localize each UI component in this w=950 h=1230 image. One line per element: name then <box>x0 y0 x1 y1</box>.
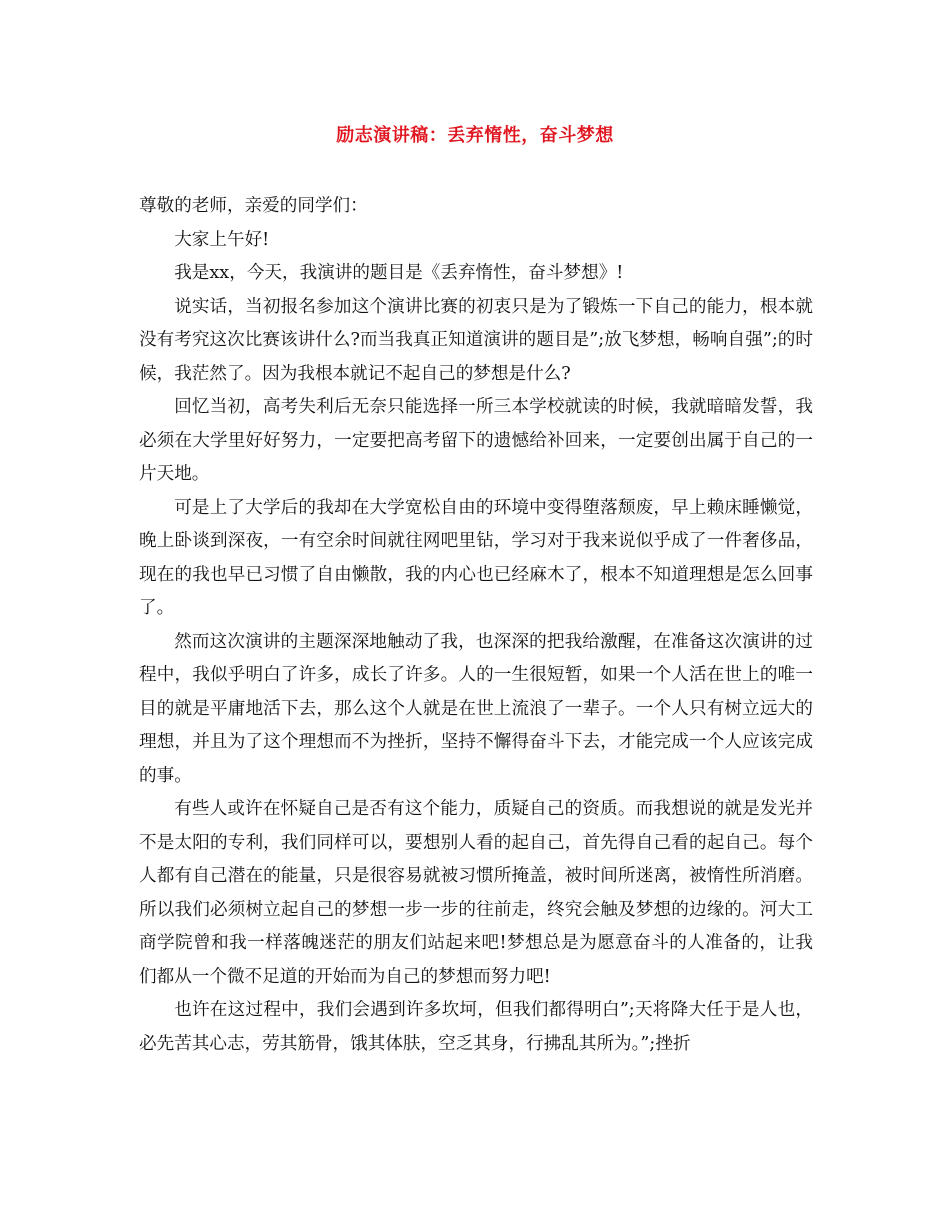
paragraph-awakening: 然而这次演讲的主题深深地触动了我，也深深的把我给激醒，在准备这次演讲的过程中，我似乎明白了许多，成长了许多。人的一生很短暂，如果一个人活在世上的唯一目的就是平庸地活下去，那么这个人就是在世上流浪了一辈子。一个人只有树立远大的理想，并且为了这个理想而不为挫折，坚持不懈得奋斗下去，才能完成一个人应该完成的事。 <box>139 631 813 786</box>
document-body <box>139 190 813 1061</box>
paragraph-college-life: 可是上了大学后的我却在大学宽松自由的环境中变得堕落颓废，早上赖床睡懒觉，晚上卧谈到深夜，一有空余时间就往网吧里钻，学习对于我来说似乎成了一件奢侈品，现在的我也早已习惯了自由懒散，我的内心也已经麻木了，根本不知道理想是怎么回事了。 <box>139 497 813 618</box>
paragraph-motivation: 说实话，当初报名参加这个演讲比赛的初衷只是为了锻炼一下自己的能力，根本就没有考究这次比赛该讲什么?而当我真正知道演讲的题目是”;放飞梦想，畅响自强”;的时候，我茫然了。因为我根本就记不起自己的梦想是什么? <box>139 296 813 384</box>
paragraph-recollection: 回忆当初，高考失利后无奈只能选择一所三本学校就读的时候，我就暗暗发誓，我必须在大学里好好努力，一定要把高考留下的遗憾给补回来，一定要创出属于自己的一片天地。 <box>139 397 813 484</box>
salutation: 尊敬的老师，亲爱的同学们： <box>139 196 368 216</box>
paragraph-hardship: 也许在这过程中，我们会遇到许多坎坷，但我们都得明白”;天将降大任于是人也，必先苦其心志，劳其筋骨，饿其体肤，空乏其身，行拂乱其所为。”;挫折 <box>139 1000 813 1054</box>
document-title: 励志演讲稿：丢弃惰性，奋斗梦想 <box>336 125 614 146</box>
paragraph-encouragement: 有些人或许在怀疑自己是否有这个能力，质疑自己的资质。而我想说的就是发光并不是太阳的专利，我们同样可以，要想别人看的起自己，首先得自己看的起自己。每个人都有自己潜在的能量，只是很容易就被习惯所掩盖，被时间所迷离，被惰性所消磨。所以我们必须树立起自己的梦想一步一步的往前走，终究会触及梦想的边缘的。河大工商学院曾和我一样落魄迷茫的朋友们站起来吧!梦想总是为愿意奋斗的人准备的，让我们都从一个微不足道的开始而为自己的梦想而努力吧! <box>139 799 813 987</box>
paragraph-introduction: 我是xx，今天，我演讲的题目是《丢弃惰性，奋斗梦想》! <box>174 263 624 283</box>
paragraph-greeting: 大家上午好! <box>174 229 270 250</box>
